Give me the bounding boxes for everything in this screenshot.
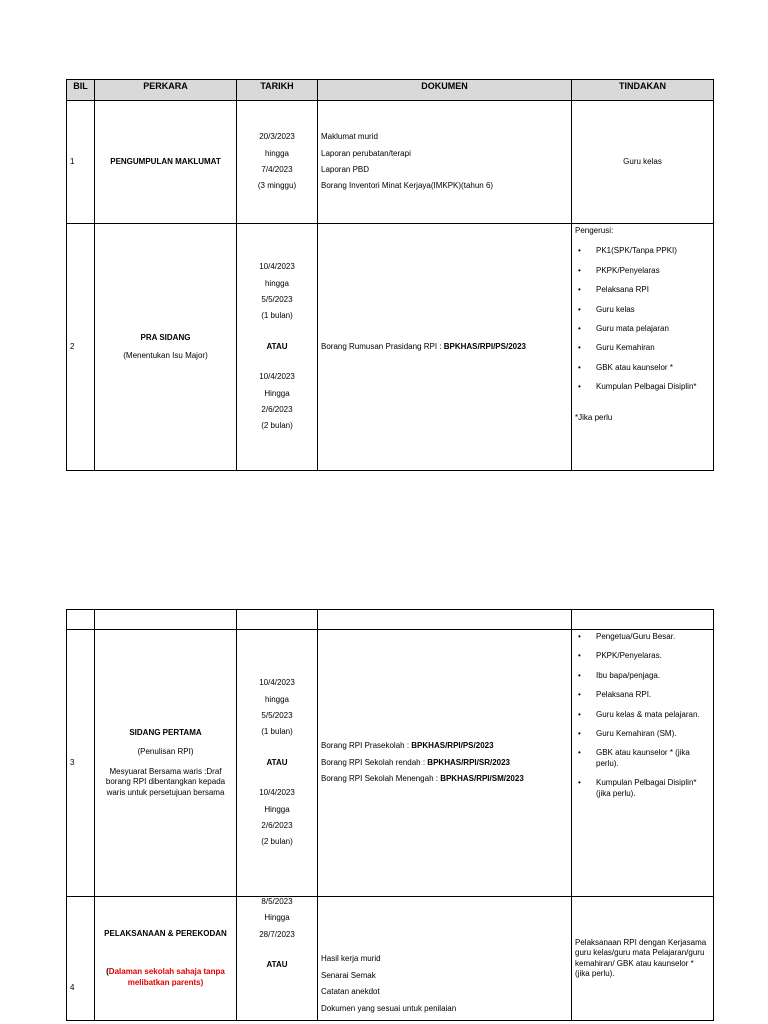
date-line: 2/6/2023 bbox=[261, 820, 293, 830]
perkara-title: PELAKSANAAN & PEREKODAN bbox=[104, 928, 227, 938]
document-line: Laporan PBD bbox=[321, 165, 370, 174]
date-line: Hingga bbox=[264, 388, 290, 398]
date-line: 10/4/2023 bbox=[259, 372, 295, 382]
date-line: 7/4/2023 bbox=[261, 165, 293, 174]
document-line: Catatan anekdot bbox=[321, 987, 380, 997]
row1-bil: 1 bbox=[67, 101, 95, 224]
row1-tarikh bbox=[237, 101, 318, 224]
document-code: BPKHAS/RPI/PS/2023 bbox=[411, 741, 494, 751]
note-open-paren: ( bbox=[106, 967, 109, 977]
list-item: • PKPK/Penyelaras bbox=[575, 266, 710, 276]
date-line: 20/3/2023 bbox=[259, 132, 295, 142]
row2-dokumen bbox=[318, 224, 572, 471]
document-line: Maklumat murid bbox=[321, 132, 378, 142]
document-line: Hasil kerja murid bbox=[321, 954, 381, 964]
list-item: • PK1(SPK/Tanpa PPKI) bbox=[575, 246, 710, 256]
date-line: hingga bbox=[264, 148, 290, 158]
date-line: hingga bbox=[264, 694, 290, 704]
perkara-subtitle: (Menentukan Isu Major) bbox=[123, 351, 208, 360]
date-line: 10/4/2023 bbox=[259, 678, 295, 688]
header-dokumen: DOKUMEN bbox=[318, 80, 572, 101]
tindakan-heading: Pengerusi: bbox=[575, 226, 614, 235]
row1-tindakan: Guru kelas bbox=[572, 101, 714, 224]
header-bil: BIL bbox=[67, 80, 95, 101]
list-item: • PKPK/Penyelaras. bbox=[575, 651, 710, 661]
document-label: Borang RPI Sekolah rendah : bbox=[321, 757, 428, 767]
row1-dokumen bbox=[318, 101, 572, 224]
date-line: (2 bulan) bbox=[261, 837, 293, 847]
date-line: 10/4/2023 bbox=[259, 262, 295, 272]
header-perkara: PERKARA bbox=[95, 80, 237, 101]
atau-label: ATAU bbox=[266, 757, 288, 767]
list-item: • Kumpulan Pelbagai Disiplin* (jika perlu). bbox=[575, 778, 710, 799]
perkara-title: SIDANG PERTAMA bbox=[129, 728, 202, 738]
list-item: • Pelaksana RPI bbox=[575, 285, 710, 295]
row1-perkara: PENGUMPULAN MAKLUMAT bbox=[95, 101, 237, 224]
row3-tarikh bbox=[237, 630, 318, 897]
date-line: (1 bulan) bbox=[261, 311, 293, 321]
row3-perkara bbox=[95, 630, 237, 897]
atau-label: ATAU bbox=[266, 341, 288, 351]
row3-tindakan bbox=[572, 630, 714, 897]
tindakan-note: *Jika perlu bbox=[575, 412, 613, 422]
rpi-table-page-2 bbox=[66, 609, 714, 1021]
row4-bil: 4 bbox=[67, 897, 95, 1021]
rpi-table-page-1 bbox=[66, 79, 714, 471]
tindakan-list bbox=[575, 246, 710, 392]
list-item: • Guru Kemahiran (SM). bbox=[575, 729, 710, 739]
table-row bbox=[67, 897, 714, 1021]
table-row bbox=[67, 224, 714, 471]
document-line bbox=[321, 774, 568, 784]
document-label: Borang RPI Prasekolah : bbox=[321, 741, 412, 751]
date-line: Hingga bbox=[264, 804, 290, 814]
date-line: 5/5/2023 bbox=[261, 295, 293, 305]
list-item: • Kumpulan Pelbagai Disiplin* bbox=[575, 382, 710, 392]
date-line: 10/4/2023 bbox=[259, 788, 295, 798]
row2-tarikh bbox=[237, 224, 318, 471]
row3-bil: 3 bbox=[67, 630, 95, 897]
row4-dokumen bbox=[318, 897, 572, 1021]
perkara-note-text: Dalaman sekolah sahaja tanpa melibatkan parents) bbox=[108, 967, 225, 987]
table-header-row bbox=[67, 80, 714, 101]
list-item: • Guru kelas & mata pelajaran. bbox=[575, 710, 710, 720]
document-code: BPKHAS/RPI/PS/2023 bbox=[443, 341, 526, 351]
document-line bbox=[321, 741, 568, 751]
perkara-note bbox=[98, 967, 233, 988]
row2-perkara bbox=[95, 224, 237, 471]
row2-tindakan bbox=[572, 224, 714, 471]
document-label: Borang Rumusan Prasidang RPI : bbox=[321, 341, 444, 351]
document-line bbox=[321, 758, 568, 768]
document-line: Senarai Semak bbox=[321, 970, 376, 980]
perkara-title: PRA SIDANG bbox=[140, 332, 191, 342]
row4-tindakan: Pelaksanaan RPI dengan Kerjasama guru kelas/guru mata Pelajaran/guru kemahiran/ GBK atau kaunselor * (jika perlu). bbox=[572, 897, 714, 1021]
row2-bil: 2 bbox=[67, 224, 95, 471]
date-line: (2 bulan) bbox=[261, 421, 293, 431]
list-item: • GBK atau kaunselor * bbox=[575, 363, 710, 373]
header-tindakan: TINDAKAN bbox=[572, 80, 714, 101]
document-line: Laporan perubatan/terapi bbox=[321, 148, 411, 158]
document-line: Borang Inventori Minat Kerjaya(IMKPK)(tahun 6) bbox=[321, 181, 494, 191]
perkara-description: Mesyuarat Bersama waris :Draf borang RPI dibentangkan kepada waris untuk persetujuan bersama bbox=[105, 766, 226, 797]
date-line: 5/5/2023 bbox=[261, 711, 293, 721]
date-line: (1 bulan) bbox=[261, 727, 293, 737]
row4-tarikh bbox=[237, 897, 318, 1021]
blank-header-row bbox=[67, 610, 714, 630]
date-line: hingga bbox=[264, 278, 290, 288]
date-line: 28/7/2023 bbox=[259, 929, 295, 939]
list-item: • Ibu bapa/penjaga. bbox=[575, 671, 710, 681]
list-item: • Guru mata pelajaran bbox=[575, 324, 710, 334]
date-line: 8/5/2023 bbox=[261, 897, 293, 906]
document-code: BPKHAS/RPI/SM/2023 bbox=[440, 774, 524, 784]
atau-label: ATAU bbox=[266, 960, 288, 970]
tindakan-list bbox=[575, 632, 710, 799]
header-tarikh: TARIKH bbox=[237, 80, 318, 101]
list-item: • Guru kelas bbox=[575, 305, 710, 315]
list-item: • Pelaksana RPI. bbox=[575, 690, 710, 700]
date-line: (3 minggu) bbox=[257, 181, 297, 191]
document-line: Dokumen yang sesuai untuk penilaian bbox=[321, 1003, 457, 1013]
date-line: 2/6/2023 bbox=[261, 404, 293, 414]
date-line: Hingga bbox=[264, 913, 290, 923]
document-label: Borang RPI Sekolah Menengah : bbox=[321, 774, 441, 784]
document-code: BPKHAS/RPI/SR/2023 bbox=[427, 757, 510, 767]
table-row bbox=[67, 630, 714, 897]
table-row bbox=[67, 101, 714, 224]
row3-dokumen bbox=[318, 630, 572, 897]
perkara-subtitle: (Penulisan RPI) bbox=[137, 747, 194, 757]
list-item: • Pengetua/Guru Besar. bbox=[575, 632, 710, 642]
row4-perkara bbox=[95, 897, 237, 1021]
list-item: • Guru Kemahiran bbox=[575, 343, 710, 353]
list-item: • GBK atau kaunselor * (jika perlu). bbox=[575, 748, 710, 769]
